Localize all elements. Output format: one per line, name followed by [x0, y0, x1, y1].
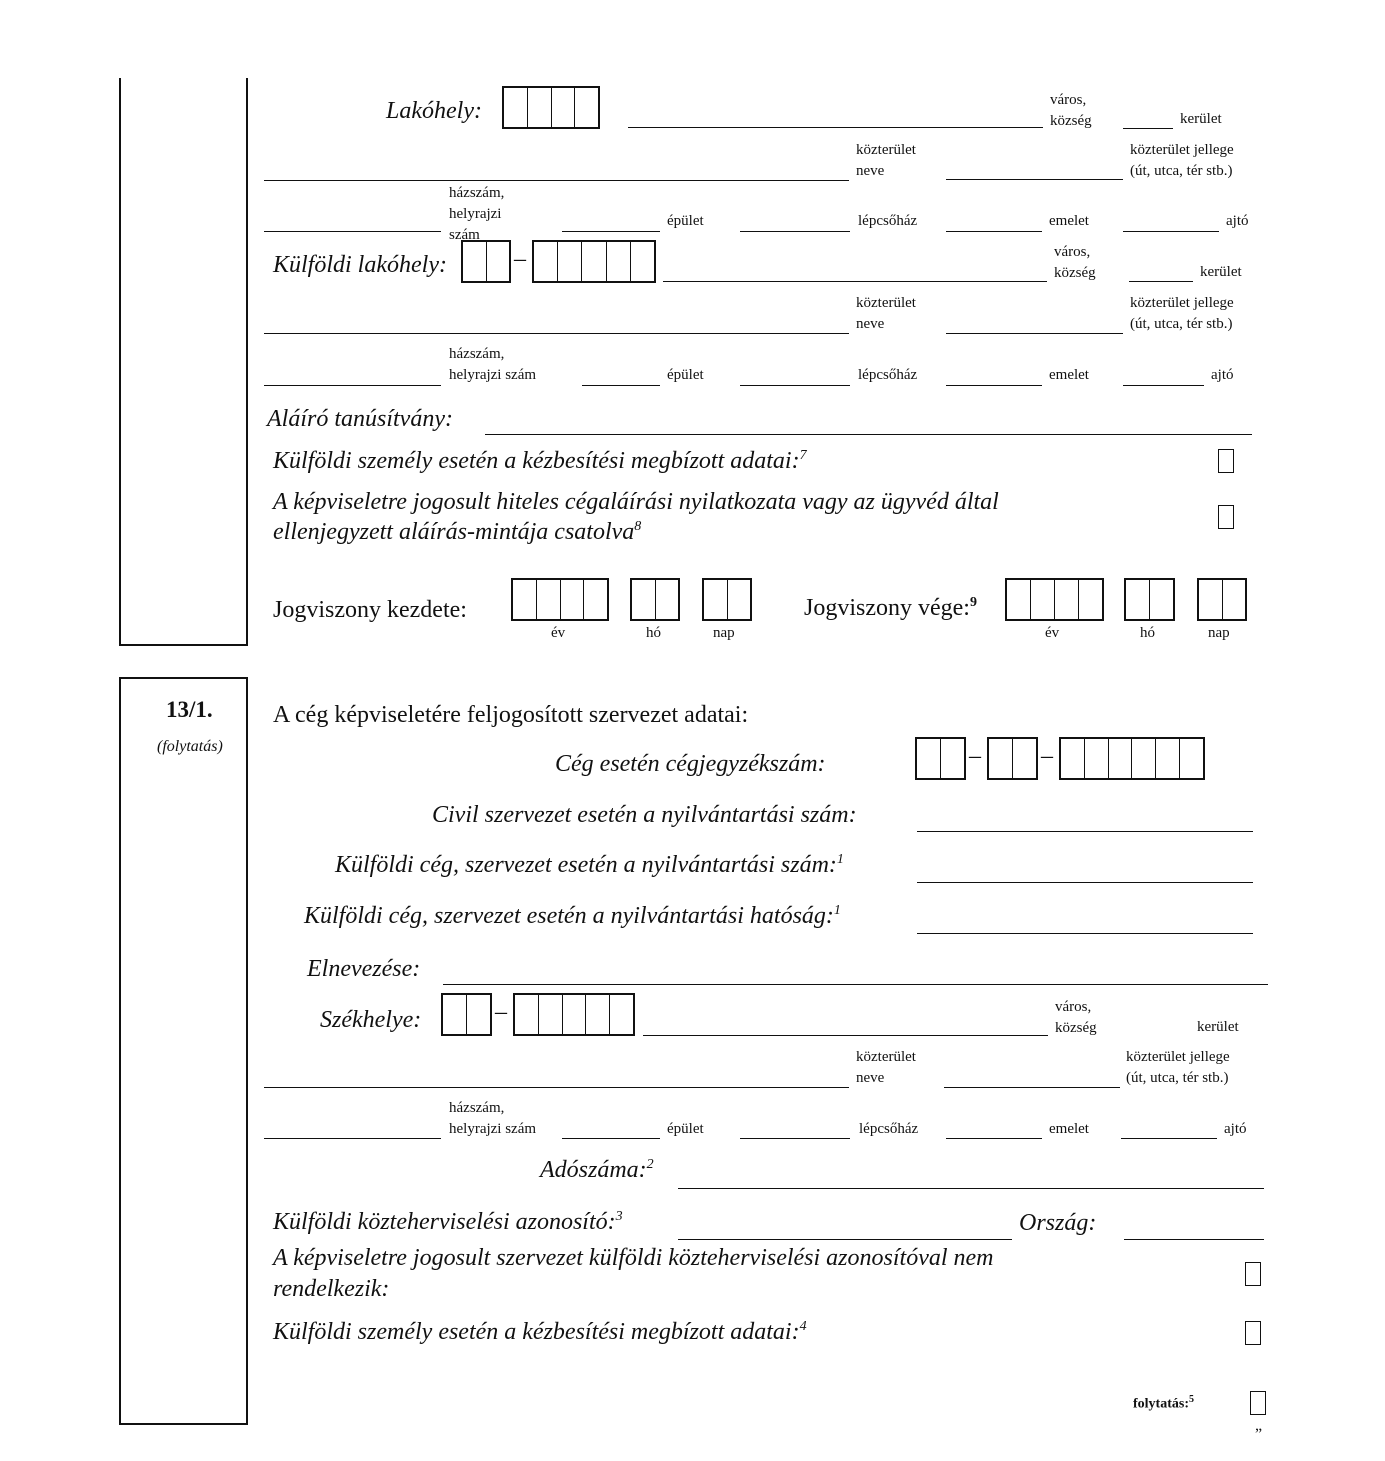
vege-nap-boxes[interactable] [1197, 578, 1247, 621]
kulfoldi-city-field[interactable] [663, 281, 1047, 282]
epulet-label: épület [667, 367, 704, 383]
epulet-field[interactable] [562, 231, 660, 232]
emelet-label: emelet [1049, 367, 1089, 383]
cegjegyzekszam-boxes-1[interactable] [915, 737, 966, 780]
hazszam-field[interactable] [264, 385, 441, 386]
emelet-field[interactable] [946, 1138, 1042, 1139]
dash: – [1041, 743, 1053, 769]
kozterulet-neve-label: közterület neve [856, 142, 916, 179]
emelet-field[interactable] [946, 231, 1042, 232]
alairo-field[interactable] [485, 434, 1252, 435]
ajto-label: ajtó [1226, 213, 1249, 229]
kezdete-label: Jogviszony kezdete: [273, 597, 467, 623]
kulfoldi-zip-boxes[interactable] [532, 240, 656, 283]
ev-label: év [551, 625, 566, 641]
vege-label: Jogviszony vége:$^9$ [804, 595, 977, 621]
cegalairas-line2: ellenjegyzett aláírás-mintája csatolva$^8$ [273, 519, 642, 545]
nem-rendelkezik-line1: A képviseletre jogosult szervezet külföldi közteherviselési azonosítóval nem [273, 1245, 994, 1271]
kozterulet-neve-label: közterület neve [856, 295, 916, 332]
lepcsohaz-label: lépcsőház [858, 367, 918, 383]
lepcsohaz-label: lépcsőház [858, 213, 918, 229]
lakohely-kerulet-field[interactable] [1123, 128, 1173, 129]
kulfoldi-lakohely-label: Külföldi lakóhely: [273, 252, 447, 278]
section2-heading: A cég képviseletére feljogosított szervezet adatai: [273, 702, 749, 728]
nap-label: nap [713, 625, 735, 641]
szekhelye-label: Székhelye: [320, 1007, 422, 1033]
emelet-label: emelet [1049, 1121, 1089, 1137]
kozteher-field[interactable] [678, 1239, 1012, 1240]
ev-label: év [1045, 625, 1060, 641]
varos-kozseg-label: város, község [1054, 244, 1096, 281]
civil-field[interactable] [917, 831, 1253, 832]
adoszama-field[interactable] [678, 1188, 1264, 1189]
ho-label: hó [1140, 625, 1155, 641]
lepcsohaz-field[interactable] [740, 231, 850, 232]
kozterulet-neve-field[interactable] [264, 1087, 849, 1088]
kozterulet-neve-field[interactable] [264, 180, 849, 181]
kerulet-label: kerület [1197, 1019, 1239, 1035]
lepcsohaz-field[interactable] [740, 1138, 850, 1139]
szekhely-city-field[interactable] [643, 1035, 1048, 1036]
cegjegyzekszam-label: Cég esetén cégjegyzékszám: [555, 751, 826, 777]
nap-label: nap [1208, 625, 1230, 641]
kulfoldi-szam-label: Külföldi cég, szervezet esetén a nyilvántartási szám:$^1$ [335, 852, 844, 878]
epulet-label: épület [667, 1121, 704, 1137]
folytatas-checkbox[interactable] [1250, 1391, 1266, 1415]
cegalairas-checkbox[interactable] [1218, 505, 1234, 529]
lepcsohaz-field[interactable] [740, 385, 850, 386]
kozterulet-neve-label: közterület neve [856, 1049, 916, 1086]
kezdete-ev-boxes[interactable] [511, 578, 609, 621]
cegjegyzekszam-boxes-2[interactable] [987, 737, 1038, 780]
epulet-field[interactable] [562, 1138, 660, 1139]
emelet-field[interactable] [946, 385, 1042, 386]
hazszam-label: házszám, helyrajzi szám [449, 185, 505, 243]
kozterulet-jellege-label: közterület jellege (út, utca, tér stb.) [1130, 295, 1234, 332]
lakohely-label: Lakóhely: [386, 98, 482, 124]
kulfoldi-kerulet-field[interactable] [1129, 281, 1193, 282]
nem-rendelkezik-checkbox[interactable] [1245, 1262, 1261, 1286]
kozterulet-jellege-field[interactable] [946, 179, 1123, 180]
varos-kozseg-label: város, község [1050, 92, 1092, 129]
hazszam-label: házszám, helyrajzi szám [449, 346, 537, 383]
adoszama-label: Adószáma:$^2$ [540, 1157, 654, 1183]
epulet-field[interactable] [582, 385, 660, 386]
lepcsohaz-label: lépcsőház [859, 1121, 919, 1137]
hazszam-label: házszám, helyrajzi szám [449, 1100, 537, 1137]
ajto-label: ajtó [1211, 367, 1234, 383]
kulfoldi-szam-field[interactable] [917, 882, 1253, 883]
civil-label: Civil szervezet esetén a nyilvántartási szám: [432, 802, 857, 828]
kozterulet-jellege-field[interactable] [944, 1087, 1120, 1088]
section-number: 13/1. [166, 697, 213, 722]
section1-left-column [119, 78, 248, 646]
dash: – [495, 999, 507, 1025]
dash: – [514, 246, 526, 272]
kozterulet-jellege-label: közterület jellege (út, utca, tér stb.) [1126, 1049, 1230, 1086]
kulfoldi-hatosag-field[interactable] [917, 933, 1253, 934]
kezbesitesi-checkbox[interactable] [1218, 449, 1234, 473]
kerulet-label: kerület [1180, 111, 1222, 127]
ajto-field[interactable] [1123, 385, 1204, 386]
nem-rendelkezik-line2: rendelkezik: [273, 1276, 390, 1302]
kezdete-nap-boxes[interactable] [702, 578, 752, 621]
cegjegyzekszam-boxes-3[interactable] [1059, 737, 1205, 780]
hazszam-field[interactable] [264, 1138, 441, 1139]
orszag-field[interactable] [1124, 1239, 1264, 1240]
elnevezese-field[interactable] [443, 984, 1268, 985]
ajto-field[interactable] [1121, 1138, 1217, 1139]
kerulet-label: kerület [1200, 264, 1242, 280]
lakohely-city-field[interactable] [628, 127, 1043, 128]
szekhely-zip-boxes[interactable] [513, 993, 635, 1036]
elnevezese-label: Elnevezése: [307, 956, 421, 982]
lakohely-zip-boxes[interactable] [502, 86, 600, 129]
varos-kozseg-label: város, község [1055, 999, 1097, 1036]
emelet-label: emelet [1049, 213, 1089, 229]
kulfoldi-country-boxes[interactable] [461, 240, 511, 283]
kezbesitesi-label: Külföldi személy esetén a kézbesítési megbízott adatai:$^7$ [273, 448, 807, 474]
kezbesitesi-label: Külföldi személy esetén a kézbesítési megbízott adatai:$^4$ [273, 1319, 807, 1345]
section2-left-column [119, 677, 248, 1425]
ajto-label: ajtó [1224, 1121, 1247, 1137]
kozterulet-jellege-label: közterület jellege (út, utca, tér stb.) [1130, 142, 1234, 179]
kozterulet-jellege-field[interactable] [946, 333, 1123, 334]
orszag-label: Ország: [1019, 1210, 1097, 1236]
closing-quote: ” [1255, 1426, 1263, 1443]
vege-ho-boxes[interactable] [1124, 578, 1175, 621]
kozterulet-neve-field[interactable] [264, 333, 849, 334]
cegalairas-line1: A képviseletre jogosult hiteles cégaláírási nyilatkozata vagy az ügyvéd által [273, 489, 999, 515]
folytatas-note: (folytatás) [157, 738, 223, 755]
kulfoldi-hatosag-label: Külföldi cég, szervezet esetén a nyilvántartási hatóság:$^1$ [304, 903, 841, 929]
kezbesitesi-checkbox[interactable] [1245, 1321, 1261, 1345]
folytatas-label: folytatás:$^5$ [1133, 1394, 1194, 1412]
szekhely-country-boxes[interactable] [441, 993, 492, 1036]
kezdete-ho-boxes[interactable] [630, 578, 680, 621]
ho-label: hó [646, 625, 661, 641]
vege-ev-boxes[interactable] [1005, 578, 1104, 621]
epulet-label: épület [667, 213, 704, 229]
hazszam-field[interactable] [264, 231, 441, 232]
dash: – [969, 743, 981, 769]
ajto-field[interactable] [1123, 231, 1219, 232]
alairo-label: Aláíró tanúsítvány: [267, 406, 453, 432]
kozteher-label: Külföldi közteherviselési azonosító:$^3$ [273, 1209, 623, 1235]
